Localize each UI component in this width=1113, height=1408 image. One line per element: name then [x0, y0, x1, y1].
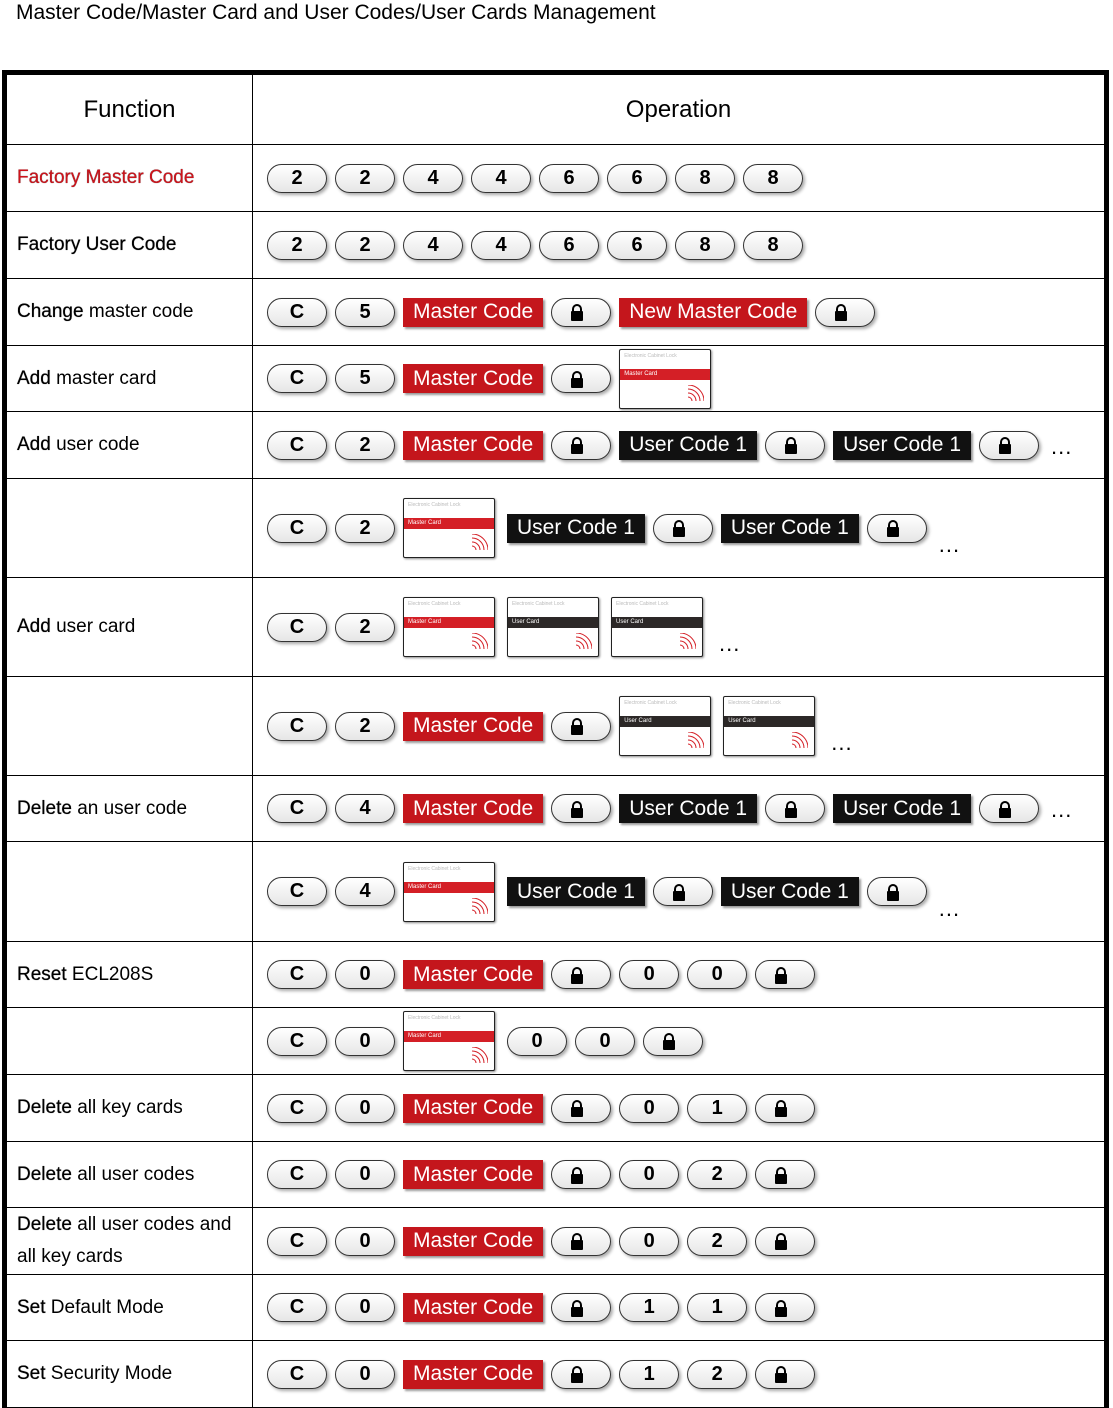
table-row — [7, 1275, 1105, 1341]
operation-cell — [253, 1142, 1105, 1208]
lock-icon — [781, 1101, 789, 1115]
ellipsis: ... — [719, 631, 741, 656]
lock-icon — [841, 305, 849, 319]
keypad-key-button[interactable]: 4 — [403, 164, 463, 193]
lock-key-button[interactable] — [755, 1360, 815, 1389]
ellipsis: ... — [938, 532, 961, 557]
lock-icon — [577, 968, 585, 982]
lock-key-button[interactable] — [755, 1227, 815, 1256]
keypad-key-button[interactable]: C — [267, 514, 327, 543]
table-row — [7, 1142, 1105, 1208]
keypad-key-button[interactable]: 0 — [335, 1094, 395, 1123]
keypad-key-button[interactable]: C — [267, 1027, 327, 1056]
lock-key-button[interactable] — [551, 431, 611, 460]
lock-key-button[interactable] — [551, 1360, 611, 1389]
operation-cell — [253, 479, 1105, 578]
operation-cell — [253, 1208, 1105, 1275]
lock-key-button[interactable] — [867, 514, 927, 543]
operation-cell — [253, 279, 1105, 346]
card-brand-text: Electronic Cabinet Lock — [408, 601, 461, 607]
lock-key-button[interactable] — [755, 1293, 815, 1322]
card-strip-label: Master Card — [404, 882, 494, 893]
keypad-key-button[interactable]: 8 — [675, 231, 735, 260]
keypad-key-button[interactable]: 2 — [335, 613, 395, 642]
operation-sequence — [267, 1293, 1104, 1322]
operation-cell — [253, 346, 1105, 412]
lock-icon — [577, 719, 585, 733]
ellipsis: ... — [1051, 797, 1073, 822]
lock-icon — [781, 968, 789, 982]
keypad-key-button[interactable]: 2 — [267, 231, 327, 260]
master-card-image — [403, 1011, 495, 1071]
master-code-tag: Master Code — [403, 431, 543, 460]
keypad-key-button[interactable]: 5 — [335, 298, 395, 327]
keypad-key-button[interactable]: 0 — [619, 1160, 679, 1189]
ellipsis: ... — [938, 895, 961, 921]
function-action-label: Set — [17, 1296, 46, 1318]
function-description: master code — [83, 301, 194, 322]
table-row — [7, 776, 1105, 842]
master-code-tag: Master Code — [403, 794, 543, 823]
card-brand-text: Electronic Cabinet Lock — [512, 601, 565, 607]
card-strip-label: User Card — [508, 617, 598, 628]
keypad-key-button[interactable]: 2 — [687, 1227, 747, 1256]
operation-sequence — [267, 298, 1104, 327]
function-description: user card — [50, 616, 136, 637]
keypad-key-button[interactable]: 0 — [335, 960, 395, 989]
table-row — [7, 942, 1105, 1008]
function-cell — [7, 479, 253, 578]
function-cell — [7, 776, 253, 842]
card-brand-text: Electronic Cabinet Lock — [624, 700, 677, 706]
lock-key-button[interactable] — [643, 1027, 703, 1056]
operation-sequence — [267, 231, 1104, 260]
function-cell — [7, 212, 253, 279]
keypad-key-button[interactable]: C — [267, 431, 327, 460]
keypad-key-button[interactable]: 0 — [619, 1094, 679, 1123]
keypad-key-button[interactable]: 1 — [687, 1293, 747, 1322]
user-code-tag: User Code 1 — [721, 877, 859, 906]
rfid-wave-icon — [678, 633, 696, 651]
keypad-key-button[interactable]: 6 — [607, 164, 667, 193]
master-code-tag: Master Code — [403, 1160, 543, 1189]
keypad-key-button[interactable]: 2 — [335, 231, 395, 260]
rfid-wave-icon — [470, 633, 488, 651]
card-strip-label: User Card — [724, 716, 814, 727]
keypad-key-button[interactable]: C — [267, 1360, 327, 1389]
lock-icon — [679, 885, 687, 899]
operation-cell — [253, 1075, 1105, 1142]
keypad-key-button[interactable]: 0 — [507, 1027, 567, 1056]
rfid-wave-icon — [686, 385, 704, 403]
lock-key-button[interactable] — [755, 1160, 815, 1189]
function-action-label: Set — [17, 1363, 46, 1384]
keypad-key-button[interactable]: 6 — [607, 231, 667, 260]
operation-sequence — [267, 498, 1104, 558]
card-brand-text: Electronic Cabinet Lock — [624, 352, 677, 359]
operation-sequence — [267, 1011, 1104, 1071]
table-row — [7, 1341, 1105, 1408]
header-operation: Operation — [253, 75, 1105, 145]
rfid-wave-icon — [470, 1047, 488, 1065]
lock-key-button[interactable] — [979, 431, 1039, 460]
keypad-key-button[interactable]: C — [267, 1094, 327, 1123]
function-action-label: Factory User Code — [17, 234, 177, 255]
lock-icon — [791, 438, 799, 452]
function-description: Security Mode — [45, 1363, 173, 1384]
keypad-key-button[interactable]: 0 — [335, 1360, 395, 1389]
rfid-wave-icon — [574, 633, 592, 651]
table-row — [7, 145, 1105, 212]
master-card-image — [403, 597, 495, 657]
keypad-key-button[interactable]: 2 — [687, 1360, 747, 1389]
lock-key-button[interactable] — [755, 1094, 815, 1123]
function-cell — [7, 1341, 253, 1408]
operation-cell — [253, 412, 1105, 479]
new-master-code-tag: New Master Code — [619, 298, 807, 327]
function-action-label: Change — [17, 301, 84, 322]
card-brand-text: Electronic Cabinet Lock — [408, 502, 461, 508]
lock-key-button[interactable] — [979, 794, 1039, 823]
master-code-tag: Master Code — [403, 960, 543, 989]
lock-icon — [577, 1301, 585, 1315]
keypad-key-button[interactable]: 2 — [335, 164, 395, 193]
keypad-key-button[interactable]: 4 — [471, 164, 531, 193]
table-row — [7, 1208, 1105, 1275]
card-brand-text: Electronic Cabinet Lock — [408, 865, 461, 872]
lock-icon — [577, 802, 585, 816]
master-code-tag: Master Code — [403, 364, 543, 393]
lock-icon — [781, 1367, 789, 1381]
lock-icon — [781, 1168, 789, 1182]
keypad-key-button[interactable]: 2 — [335, 514, 395, 543]
master-card-image — [403, 498, 495, 558]
keypad-key-button[interactable]: 0 — [335, 1160, 395, 1189]
function-description: an user code — [71, 797, 188, 819]
user-card-image — [611, 597, 703, 657]
lock-icon — [781, 1234, 789, 1248]
keypad-key-button[interactable]: 0 — [619, 1227, 679, 1256]
table-row — [7, 677, 1105, 776]
table-row — [7, 578, 1105, 677]
lock-key-button[interactable] — [551, 364, 611, 393]
table-row — [7, 842, 1105, 942]
user-code-tag: User Code 1 — [619, 794, 757, 823]
lock-key-button[interactable] — [815, 298, 875, 327]
function-cell — [7, 842, 253, 942]
lock-key-button[interactable] — [867, 877, 927, 906]
master-code-tag: Master Code — [403, 1360, 543, 1389]
function-cell — [7, 1275, 253, 1341]
lock-icon — [577, 372, 585, 386]
master-code-tag: Master Code — [403, 1293, 543, 1322]
user-code-tag: User Code 1 — [721, 514, 859, 543]
user-code-tag: User Code 1 — [507, 514, 645, 543]
function-cell — [7, 1142, 253, 1208]
user-code-tag: User Code 1 — [507, 877, 645, 906]
operations-table — [6, 74, 1105, 1408]
function-description: ECL208S — [66, 963, 154, 985]
card-brand-text: Electronic Cabinet Lock — [408, 1015, 461, 1021]
keypad-key-button[interactable]: 0 — [335, 1027, 395, 1056]
table-header-row — [7, 75, 1105, 145]
table-row — [7, 346, 1105, 412]
function-cell — [7, 677, 253, 776]
master-code-tag: Master Code — [403, 1094, 543, 1123]
function-action-label: Delete — [17, 1097, 72, 1118]
function-action-label: Factory Master Code — [17, 167, 195, 188]
function-action-label: Add — [17, 367, 51, 389]
user-code-tag: User Code 1 — [833, 794, 971, 823]
function-cell — [7, 279, 253, 346]
rfid-wave-icon — [470, 898, 488, 916]
operation-cell — [253, 942, 1105, 1008]
keypad-key-button[interactable]: 1 — [619, 1360, 679, 1389]
function-cell — [7, 1075, 253, 1142]
operation-sequence — [267, 794, 1104, 823]
operation-cell — [253, 212, 1105, 279]
function-cell — [7, 1208, 253, 1275]
keypad-key-button[interactable]: 6 — [539, 164, 599, 193]
operation-sequence — [267, 862, 1104, 922]
function-description: user code — [50, 434, 140, 455]
keypad-key-button[interactable]: 8 — [675, 164, 735, 193]
lock-key-button[interactable] — [551, 1293, 611, 1322]
keypad-key-button[interactable]: 0 — [335, 1227, 395, 1256]
keypad-key-button[interactable]: 8 — [743, 231, 803, 260]
operation-cell — [253, 842, 1105, 942]
operation-sequence — [267, 164, 1104, 193]
lock-icon — [577, 1168, 585, 1182]
keypad-key-button[interactable]: C — [267, 364, 327, 393]
master-code-tag: Master Code — [403, 712, 543, 741]
keypad-key-button[interactable]: 4 — [471, 231, 531, 260]
card-strip-label: Master Card — [404, 617, 494, 628]
master-code-tag: Master Code — [403, 298, 543, 327]
keypad-key-button[interactable]: 4 — [335, 794, 395, 823]
lock-key-button[interactable] — [765, 431, 825, 460]
function-cell — [7, 412, 253, 479]
function-action-label: Add — [17, 616, 51, 637]
keypad-key-button[interactable]: C — [267, 877, 327, 906]
lock-key-button[interactable] — [653, 514, 713, 543]
operation-cell — [253, 677, 1105, 776]
page-title: Master Code/Master Card and User Codes/User Cards Management — [16, 1, 656, 24]
function-action-label: Delete — [17, 1214, 72, 1235]
keypad-key-button[interactable]: 1 — [619, 1293, 679, 1322]
lock-key-button[interactable] — [551, 1094, 611, 1123]
operation-cell — [253, 1341, 1105, 1408]
keypad-key-button[interactable]: 4 — [335, 877, 395, 906]
keypad-key-button[interactable]: 1 — [687, 1094, 747, 1123]
lock-icon — [679, 521, 687, 535]
function-action-label: Reset — [17, 963, 67, 985]
card-strip-label: Master Card — [404, 518, 494, 529]
lock-key-button[interactable] — [765, 794, 825, 823]
keypad-key-button[interactable]: 0 — [619, 960, 679, 989]
keypad-key-button[interactable]: 5 — [335, 364, 395, 393]
rfid-wave-icon — [686, 732, 704, 750]
function-cell — [7, 346, 253, 412]
lock-icon — [1005, 802, 1013, 816]
keypad-key-button[interactable]: C — [267, 712, 327, 741]
function-cell — [7, 145, 253, 212]
function-action-label: Delete — [17, 797, 72, 819]
keypad-key-button[interactable]: C — [267, 1293, 327, 1322]
user-code-tag: User Code 1 — [619, 431, 757, 460]
lock-icon — [893, 521, 901, 535]
lock-icon — [577, 1367, 585, 1381]
lock-key-button[interactable] — [551, 960, 611, 989]
function-action-label: Delete — [17, 1163, 72, 1185]
card-strip-label: User Card — [620, 716, 710, 727]
table-row — [7, 1075, 1105, 1142]
operation-sequence — [267, 1227, 1104, 1256]
operation-sequence — [267, 1160, 1104, 1189]
lock-key-button[interactable] — [551, 1227, 611, 1256]
master-code-tag: Master Code — [403, 1227, 543, 1256]
operation-sequence — [267, 696, 1104, 756]
function-cell — [7, 942, 253, 1008]
function-action-label: Add — [17, 434, 51, 455]
operation-cell — [253, 578, 1105, 677]
keypad-key-button[interactable]: C — [267, 794, 327, 823]
keypad-key-button[interactable]: C — [267, 960, 327, 989]
rfid-wave-icon — [470, 534, 488, 552]
keypad-key-button[interactable]: C — [267, 1227, 327, 1256]
operation-cell — [253, 145, 1105, 212]
keypad-key-button[interactable]: C — [267, 1160, 327, 1189]
keypad-key-button[interactable]: 0 — [687, 960, 747, 989]
user-card-image — [507, 597, 599, 657]
lock-icon — [1005, 438, 1013, 452]
user-card-image — [723, 696, 815, 756]
keypad-key-button[interactable]: 0 — [335, 1293, 395, 1322]
keypad-key-button[interactable]: 2 — [267, 164, 327, 193]
table-row — [7, 412, 1105, 479]
function-description: all user codes and all key cards — [17, 1214, 232, 1267]
user-card-image — [619, 696, 711, 756]
table-row — [7, 279, 1105, 346]
operation-sequence — [267, 431, 1104, 460]
function-cell — [7, 1008, 253, 1075]
operation-sequence — [267, 960, 1104, 989]
card-strip-label: Master Card — [620, 369, 710, 380]
card-brand-text: Electronic Cabinet Lock — [728, 700, 781, 706]
function-description: all key cards — [71, 1097, 183, 1118]
card-brand-text: Electronic Cabinet Lock — [616, 601, 669, 607]
operation-sequence — [267, 349, 1104, 409]
operation-cell — [253, 1008, 1105, 1075]
operation-cell — [253, 1275, 1105, 1341]
lock-icon — [577, 1101, 585, 1115]
lock-key-button[interactable] — [551, 712, 611, 741]
lock-icon — [577, 305, 585, 319]
keypad-key-button[interactable]: 2 — [335, 712, 395, 741]
master-card-image — [619, 349, 711, 409]
lock-icon — [791, 802, 799, 816]
header-function: Function — [7, 75, 253, 145]
keypad-key-button[interactable]: C — [267, 613, 327, 642]
rfid-wave-icon — [790, 732, 808, 750]
table-row — [7, 212, 1105, 279]
keypad-key-button[interactable]: 4 — [403, 231, 463, 260]
lock-icon — [577, 1234, 585, 1248]
lock-icon — [781, 1301, 789, 1315]
lock-key-button[interactable] — [551, 1160, 611, 1189]
keypad-key-button[interactable]: C — [267, 298, 327, 327]
user-code-tag: User Code 1 — [833, 431, 971, 460]
keypad-key-button[interactable]: 2 — [335, 431, 395, 460]
lock-key-button[interactable] — [551, 298, 611, 327]
operation-cell — [253, 776, 1105, 842]
card-strip-label: User Card — [612, 617, 702, 628]
card-strip-label: Master Card — [404, 1031, 494, 1042]
function-cell — [7, 578, 253, 677]
keypad-key-button[interactable]: 6 — [539, 231, 599, 260]
lock-icon — [577, 438, 585, 452]
table-row — [7, 479, 1105, 578]
keypad-key-button[interactable]: 2 — [687, 1160, 747, 1189]
lock-key-button[interactable] — [551, 794, 611, 823]
function-description: all user codes — [71, 1163, 195, 1185]
ellipsis: ... — [1051, 433, 1073, 459]
keypad-key-button[interactable]: 0 — [575, 1027, 635, 1056]
function-description: master card — [50, 367, 157, 389]
table-row — [7, 1008, 1105, 1075]
lock-key-button[interactable] — [755, 960, 815, 989]
lock-key-button[interactable] — [653, 877, 713, 906]
operation-sequence — [267, 1360, 1104, 1389]
lock-icon — [669, 1034, 677, 1048]
function-description: Default Mode — [45, 1296, 164, 1318]
operation-sequence — [267, 597, 1104, 657]
master-card-image — [403, 862, 495, 922]
ellipsis: ... — [831, 730, 853, 755]
lock-icon — [893, 885, 901, 899]
operation-sequence — [267, 1094, 1104, 1123]
keypad-key-button[interactable]: 8 — [743, 164, 803, 193]
